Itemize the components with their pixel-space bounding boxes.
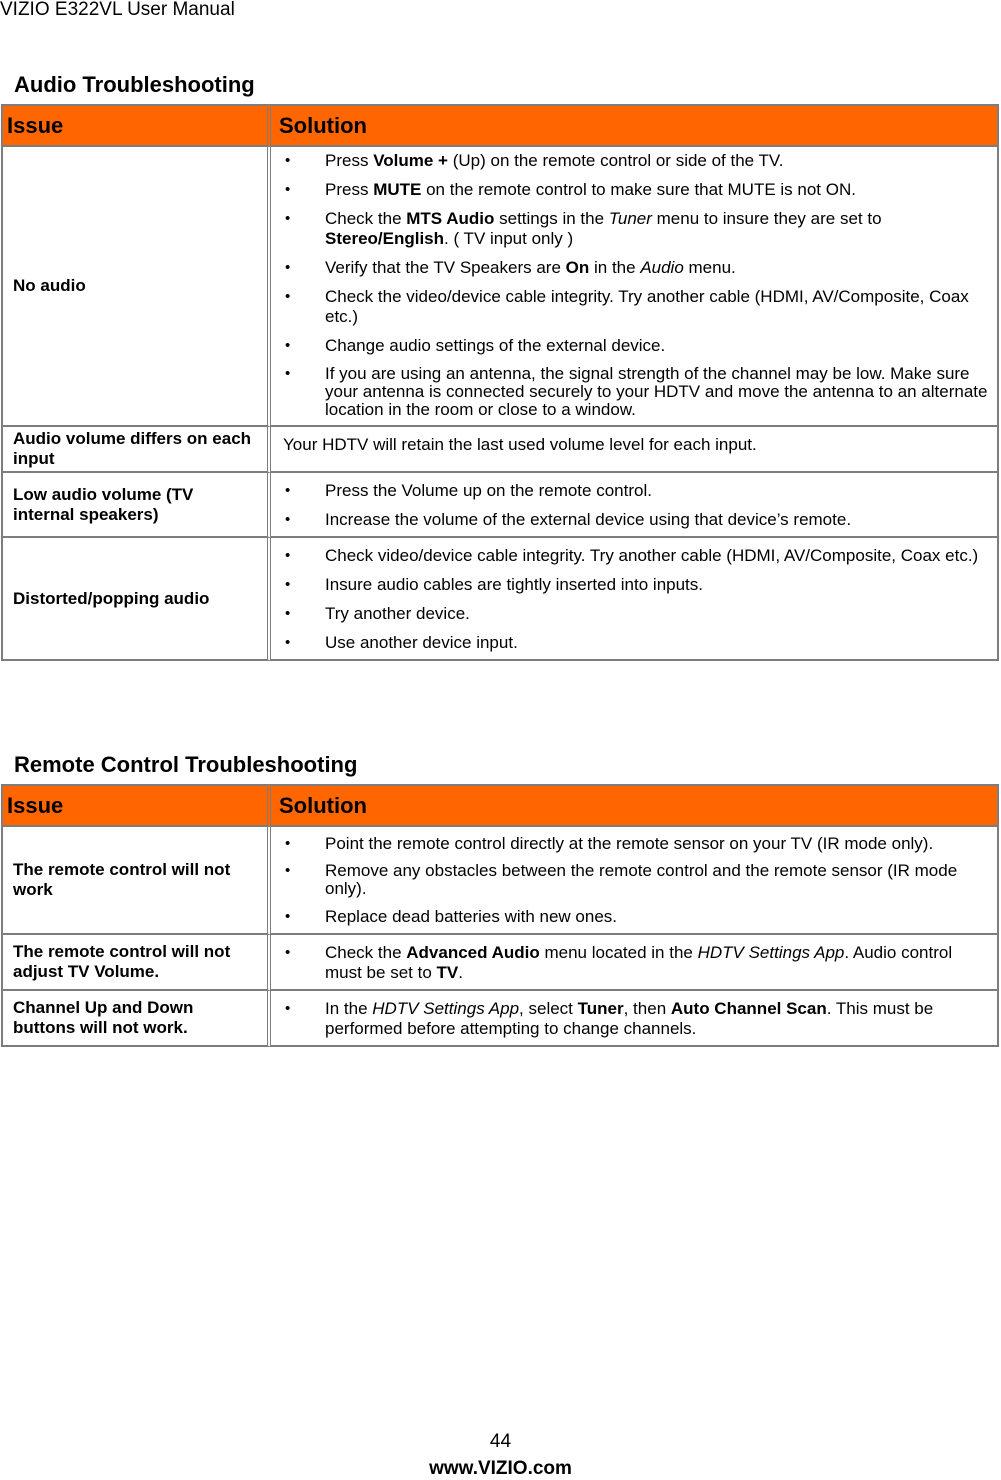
list-item: • Point the remote control directly at the remote sensor on your TV (IR mode only). <box>283 835 989 853</box>
solution-list <box>283 151 989 419</box>
table-row <box>1 147 999 427</box>
table-header-row <box>1 784 999 827</box>
solution-list <box>283 999 989 1039</box>
issue-cell: The remote control will not work <box>1 827 271 935</box>
list-item: • Check the video/device cable integrity. Try another cable (HDMI, AV/Composite, Coax etc.) <box>283 287 989 327</box>
remote-troubleshooting-table <box>1 784 999 1047</box>
list-item: • In the HDTV Settings App, select Tuner, then Auto Channel Scan. This must be performed before attempting to change channels. <box>283 999 989 1039</box>
solution-list <box>283 481 989 530</box>
issue-cell: No audio <box>1 147 271 427</box>
solution-cell <box>271 991 999 1047</box>
list-item: • Replace dead batteries with new ones. <box>283 907 989 927</box>
solution-cell <box>271 935 999 991</box>
issue-cell: The remote control will not adjust TV Volume. <box>1 935 271 991</box>
issue-cell: Low audio volume (TV internal speakers) <box>1 473 271 538</box>
list-item: • Check the MTS Audio settings in the Tuner menu to insure they are set to Stereo/English. ( TV input only ) <box>283 209 989 249</box>
list-item: • Check the Advanced Audio menu located in the HDTV Settings App. Audio control must be set to TV. <box>283 943 989 983</box>
running-header: VIZIO E322VL User Manual <box>0 0 235 20</box>
list-item: • If you are using an antenna, the signal strength of the channel may be low. Make sure your antenna is connected securely to your HDTV and move the antenna to an alternate location in the room or close to a window. <box>283 365 989 419</box>
page-number: 44 <box>489 1431 512 1452</box>
solution-cell <box>271 473 999 538</box>
list-item: • Remove any obstacles between the remote control and the remote sensor (IR mode only). <box>283 862 989 898</box>
table-row <box>1 538 999 661</box>
solution-cell <box>271 147 999 427</box>
solution-list <box>283 943 989 983</box>
footer-url: www.VIZIO.com <box>429 1458 572 1479</box>
solution-cell <box>271 538 999 661</box>
table-row <box>1 935 999 991</box>
list-item: • Press MUTE on the remote control to make sure that MUTE is not ON. <box>283 180 989 200</box>
column-header-issue: Issue <box>1 784 271 827</box>
audio-troubleshooting-table <box>1 104 999 661</box>
list-item: • Increase the volume of the external device using that device’s remote. <box>283 510 989 530</box>
list-item: • Verify that the TV Speakers are On in the Audio menu. <box>283 258 989 278</box>
issue-cell: Distorted/popping audio <box>1 538 271 661</box>
table-row <box>1 427 999 473</box>
column-header-solution: Solution <box>271 784 999 827</box>
list-item: • Insure audio cables are tightly inserted into inputs. <box>283 575 989 595</box>
solution-cell: Your HDTV will retain the last used volume level for each input. <box>271 427 999 473</box>
list-item: • Press Volume + (Up) on the remote control or side of the TV. <box>283 151 989 171</box>
issue-cell: Channel Up and Down buttons will not work. <box>1 991 271 1047</box>
list-item: • Use another device input. <box>283 633 989 653</box>
solution-cell <box>271 827 999 935</box>
table-header-row <box>1 104 999 147</box>
issue-cell: Audio volume differs on each input <box>1 427 271 473</box>
audio-section-title: Audio Troubleshooting <box>14 72 255 97</box>
list-item: • Try another device. <box>283 604 989 624</box>
list-item: • Change audio settings of the external device. <box>283 336 989 356</box>
column-header-solution: Solution <box>271 104 999 147</box>
solution-list <box>283 546 989 653</box>
table-row <box>1 473 999 538</box>
table-row <box>1 991 999 1047</box>
list-item: • Check video/device cable integrity. Try another cable (HDMI, AV/Composite, Coax etc.) <box>283 546 989 566</box>
table-row <box>1 827 999 935</box>
solution-list <box>283 835 989 927</box>
remote-section-title: Remote Control Troubleshooting <box>14 752 358 777</box>
list-item: • Press the Volume up on the remote control. <box>283 481 989 501</box>
column-header-issue: Issue <box>1 104 271 147</box>
